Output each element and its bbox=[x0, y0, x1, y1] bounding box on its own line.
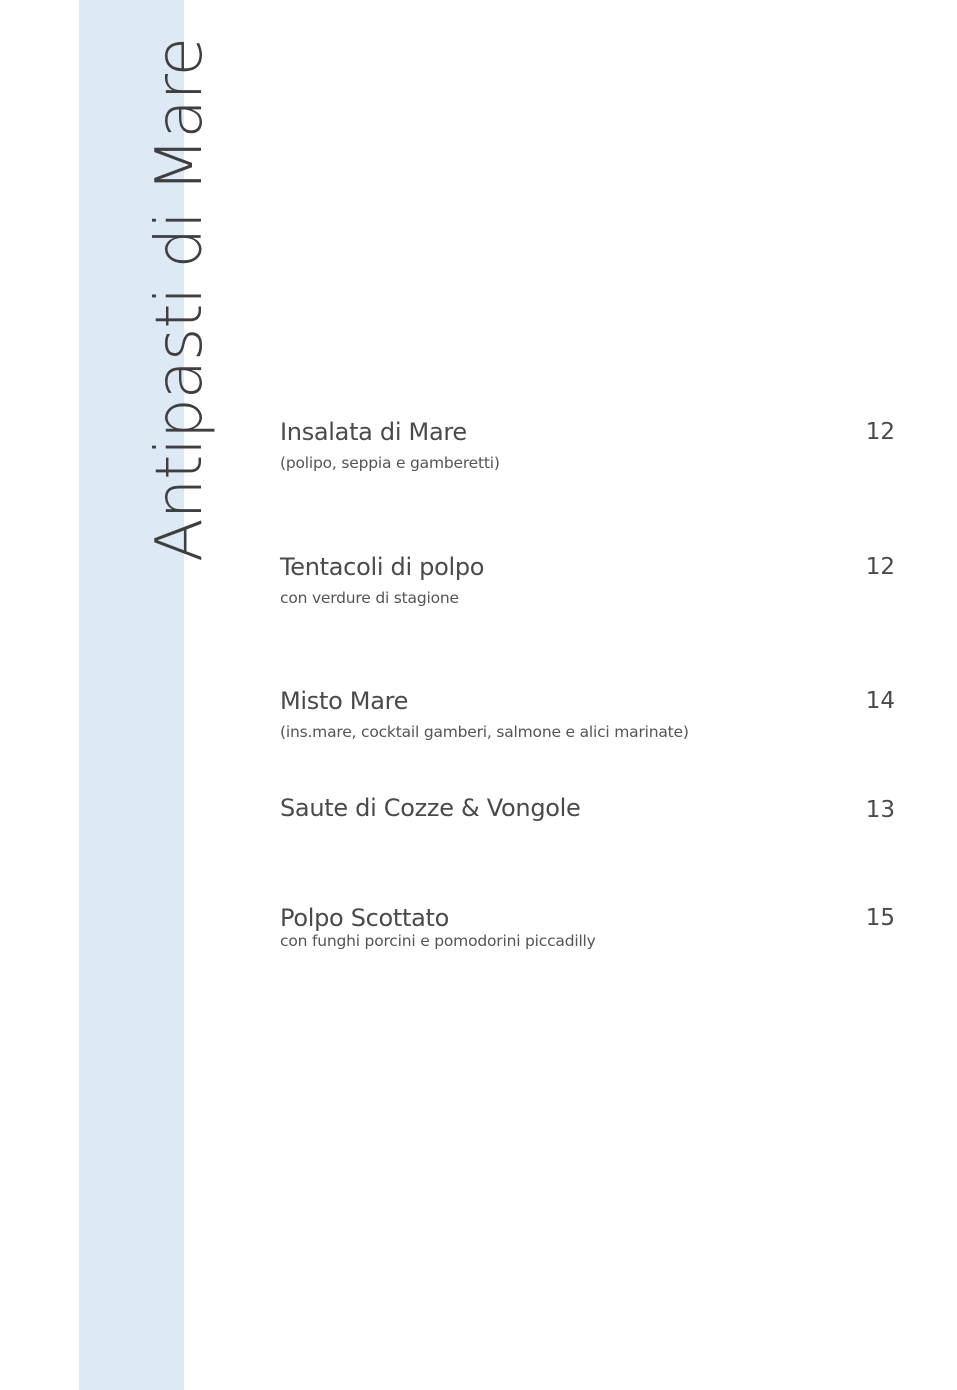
item-price: 15 bbox=[865, 905, 895, 931]
item-description: con verdure di stagione bbox=[280, 589, 459, 607]
item-price: 12 bbox=[865, 554, 895, 580]
item-price: 13 bbox=[865, 797, 895, 823]
menu-item bbox=[280, 687, 895, 747]
item-description: (polipo, seppia e gamberetti) bbox=[280, 454, 500, 472]
item-price: 12 bbox=[865, 419, 895, 445]
item-name: Saute di Cozze & Vongole bbox=[280, 794, 581, 822]
item-price: 14 bbox=[865, 688, 895, 714]
menu-item bbox=[280, 794, 895, 854]
item-name: Insalata di Mare bbox=[280, 418, 467, 446]
item-name: Misto Mare bbox=[280, 687, 409, 715]
menu-item bbox=[280, 418, 895, 478]
item-description: (ins.mare, cocktail gamberi, salmone e alici marinate) bbox=[280, 723, 689, 741]
item-name: Polpo Scottato bbox=[280, 904, 450, 932]
item-description: con funghi porcini e pomodorini piccadilly bbox=[280, 932, 596, 950]
menu-item bbox=[280, 904, 895, 964]
section-title: Antipasti di Mare bbox=[143, 37, 217, 563]
menu-item bbox=[280, 553, 895, 613]
item-name: Tentacoli di polpo bbox=[280, 553, 485, 581]
